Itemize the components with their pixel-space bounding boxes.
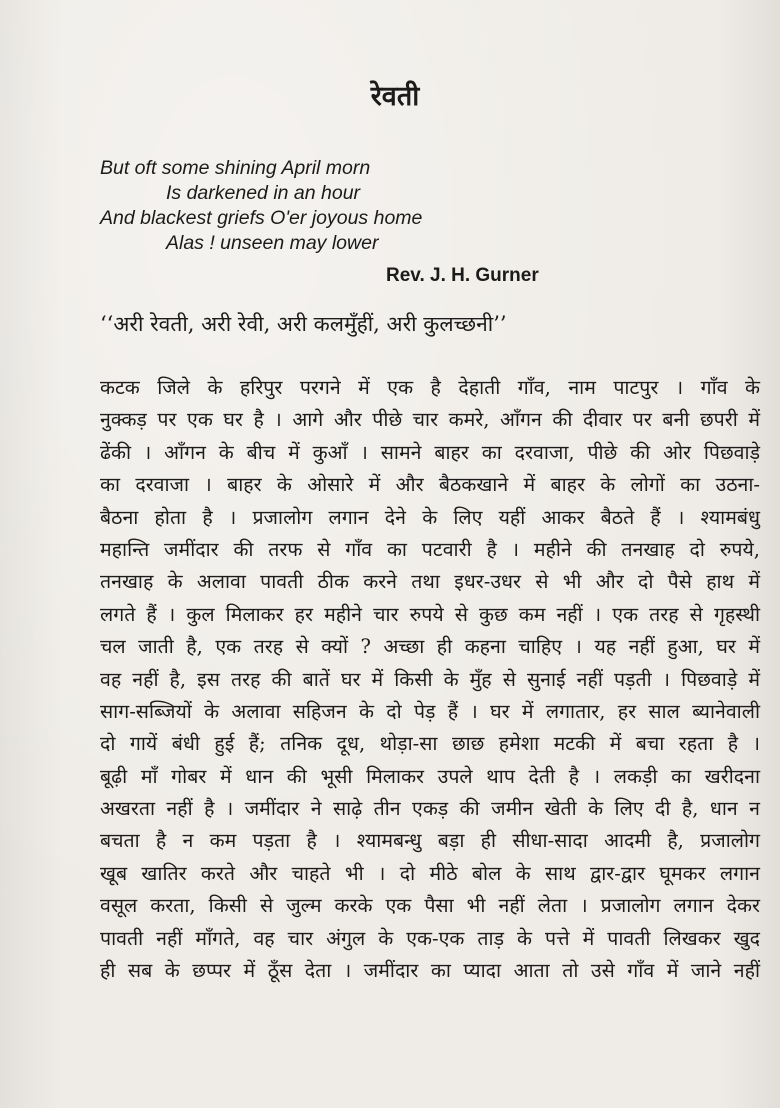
- epigraph-line: But oft some shining April morn: [100, 157, 371, 179]
- epigraph-author: Rev. J. H. Gurner: [386, 265, 539, 286]
- body-line: महान्ति जमींदार की तरफ से गाँव का पटवारी है । महीने की तनखाह दो रुपये,: [100, 537, 760, 561]
- body-line: साग-सब्जियों के अलावा सहिजन के दो पेड़ हैं । घर में लगातार, हर साल ब्यानेवाली: [100, 699, 760, 723]
- body-line: वसूल करता, किसी से जुल्म करके एक पैसा भी नहीं लेता । प्रजालोग लगान देकर: [100, 894, 760, 918]
- body-line: पावती नहीं माँगते, वह चार अंगुल के एक-एक ताड़ के पत्ते में पावती लिखकर खुद: [100, 926, 760, 950]
- chapter-title: रेवती: [370, 81, 420, 112]
- body-line: तनखाह के अलावा पावती ठीक करने तथा इधर-उधर से भी और दो पैसे हाथ में: [100, 570, 760, 594]
- epigraph-line: And blackest griefs O'er joyous home: [100, 207, 423, 229]
- body-line: चल जाती है, एक तरह से क्यों ? अच्छा ही कहना चाहिए । यह नहीं हुआ, घर में: [100, 635, 760, 659]
- opening-quote: ‘‘अरी रेवती, अरी रेवी, अरी कलमुँहीं, अरी कुलच्छनी’’: [100, 312, 507, 336]
- body-line: वह नहीं है, इस तरह की बातें घर में किसी के मुँह से सुनाई नहीं पड़ती । पिछवाड़े में: [100, 667, 760, 691]
- body-line: अखरता नहीं है । जमींदार ने साढ़े तीन एकड़ की जमीन खेती के लिए दी है, धान न: [100, 797, 760, 821]
- epigraph-line: Is darkened in an hour: [166, 182, 361, 204]
- body-line: बचता है न कम पड़ता है । श्यामबन्धु बड़ा ही सीधा-सादा आदमी है, प्रजालोग: [100, 829, 760, 853]
- body-line: बैठना होता है । प्रजालोग लगान देने के लिए यहीं आकर बैठते हैं । श्यामबंधु: [100, 505, 760, 529]
- body-line: नुक्कड़ पर एक घर है । आगे और पीछे चार कमरे, आँगन की दीवार पर बनी छपरी में: [100, 408, 760, 432]
- body-line: ही सब के छप्पर में ठूँस देता । जमींदार का प्यादा आता तो उसे गाँव में जाने नहीं: [100, 959, 760, 983]
- body-line: दो गायें बंधी हुई हैं; तनिक दूध, थोड़ा-सा छाछ हमेशा मटकी में बचा रहता है ।: [100, 732, 760, 756]
- epigraph-line: Alas ! unseen may lower: [166, 232, 379, 254]
- body-line: लगते हैं । कुल मिलाकर हर महीने चार रुपये से कुछ कम नहीं । एक तरह से गृहस्थी: [100, 602, 760, 626]
- body-line: ढेंकी । आँगन के बीच में कुआँ । सामने बाहर का दरवाजा, पीछे की ओर पिछवाड़े: [100, 440, 760, 464]
- body-line: कटक जिले के हरिपुर परगने में एक है देहाती गाँव, नाम पाटपुर । गाँव के: [100, 376, 760, 399]
- body-line: का दरवाजा । बाहर के ओसारे में और बैठकखाने में बाहर के लोगों का उठना-: [100, 473, 760, 497]
- body-text: [100, 372, 760, 987]
- body-line: बूढ़ी माँ गोबर में धान की भूसी मिलाकर उपले थाप देती है । लकड़ी का खरीदना: [100, 764, 760, 788]
- body-line: खूब खातिर करते और चाहते भी । दो मीठे बोल के साथ द्वार-द्वार घूमकर लगान: [100, 861, 760, 885]
